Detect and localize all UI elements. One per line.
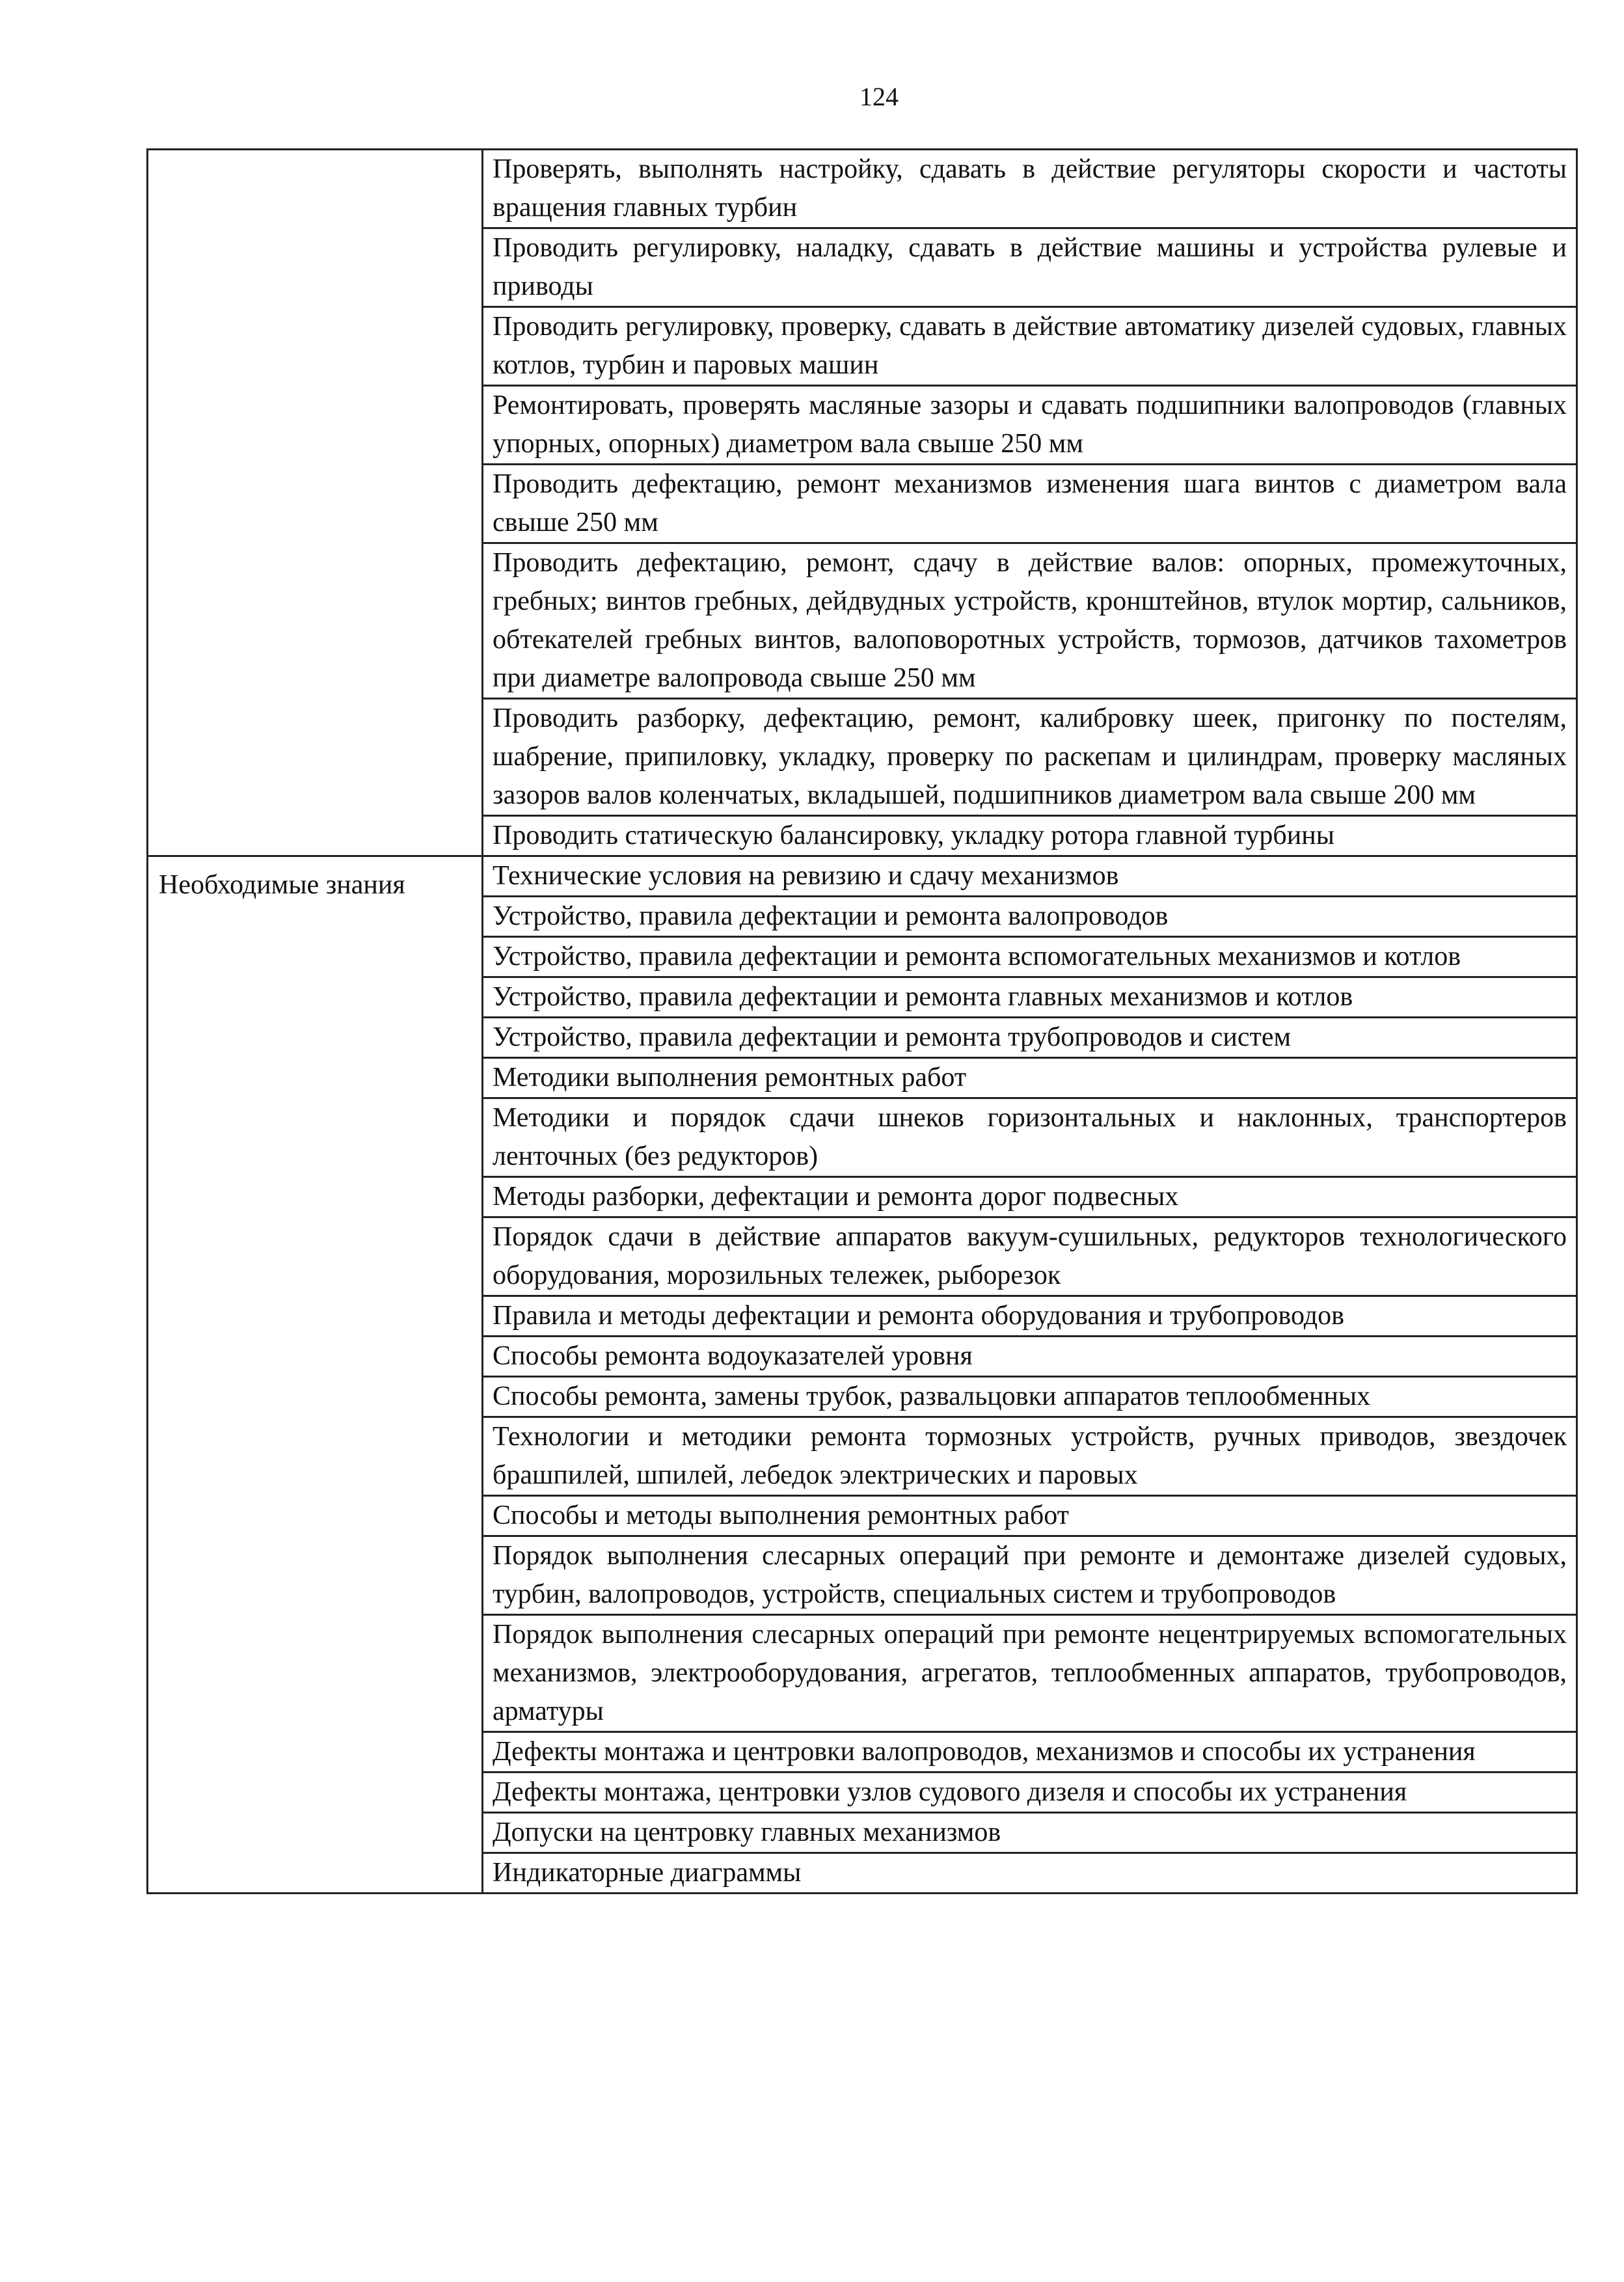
- requirement-item: Методы разборки, дефектации и ремонта дорог подвесных: [483, 1177, 1577, 1217]
- requirement-item: Технические условия на ревизию и сдачу механизмов: [483, 856, 1577, 897]
- requirement-item: Допуски на центровку главных механизмов: [483, 1813, 1577, 1853]
- qualification-table: [146, 148, 1578, 1894]
- requirement-item: Устройство, правила дефектации и ремонта главных механизмов и котлов: [483, 977, 1577, 1018]
- requirement-item: Дефекты монтажа и центровки валопроводов, механизмов и способы их устранения: [483, 1732, 1577, 1773]
- requirement-item: Порядок выполнения слесарных операций при ремонте нецентрируемых вспомогательных механизмов, электрооборудования, агрегатов, теплообменных аппаратов, трубопроводов, арматуры: [483, 1615, 1577, 1732]
- requirement-item: Устройство, правила дефектации и ремонта трубопроводов и систем: [483, 1018, 1577, 1058]
- page-number: 124: [859, 82, 899, 111]
- requirement-item: Устройство, правила дефектации и ремонта вспомогательных механизмов и котлов: [483, 937, 1577, 977]
- requirement-item: Проводить дефектацию, ремонт, сдачу в действие валов: опорных, промежуточных, гребных; винтов гребных, дейдвудных устройств, кронштейнов, втулок мортир, сальников, обтекателей гребных винтов, валоповоротных устройств, тормозов, датчиков тахометров при диаметре валопровода свыше 250 мм: [483, 543, 1577, 699]
- requirement-item: Проводить дефектацию, ремонт механизмов изменения шага винтов с диаметром вала свыше 250 мм: [483, 465, 1577, 543]
- requirement-item: Проводить разборку, дефектацию, ремонт, калибровку шеек, пригонку по постелям, шабрение, припиловку, укладку, проверку по раскепам и цилиндрам, проверку масляных зазоров валов коленчатых, вкладышей, подшипников диаметром вала свыше 200 мм: [483, 699, 1577, 816]
- requirement-item: Способы ремонта водоуказателей уровня: [483, 1337, 1577, 1377]
- section-label: Необходимые знания: [148, 856, 483, 1894]
- requirement-item: Проводить статическую балансировку, укладку ротора главной турбины: [483, 816, 1577, 856]
- requirement-item: Устройство, правила дефектации и ремонта валопроводов: [483, 897, 1577, 937]
- section-label: [148, 150, 483, 856]
- requirement-item: Технологии и методики ремонта тормозных устройств, ручных приводов, звездочек брашпилей, шпилей, лебедок электрических и паровых: [483, 1417, 1577, 1496]
- requirement-item: Дефекты монтажа, центровки узлов судового дизеля и способы их устранения: [483, 1773, 1577, 1813]
- requirement-item: Способы ремонта, замены трубок, развальцовки аппаратов теплообменных: [483, 1377, 1577, 1417]
- requirement-item: Способы и методы выполнения ремонтных работ: [483, 1496, 1577, 1536]
- requirement-item: Проводить регулировку, наладку, сдавать в действие машины и устройства рулевые и приводы: [483, 228, 1577, 307]
- table-body: [148, 150, 1577, 1894]
- requirement-item: Ремонтировать, проверять масляные зазоры и сдавать подшипники валопроводов (главных упорных, опорных) диаметром вала свыше 250 мм: [483, 386, 1577, 465]
- requirement-item: Правила и методы дефектации и ремонта оборудования и трубопроводов: [483, 1296, 1577, 1337]
- requirement-item: Порядок выполнения слесарных операций при ремонте и демонтаже дизелей судовых, турбин, валопроводов, устройств, специальных систем и трубопроводов: [483, 1536, 1577, 1615]
- requirement-item: Методики выполнения ремонтных работ: [483, 1058, 1577, 1098]
- table-row: [148, 150, 1577, 228]
- requirement-item: Методики и порядок сдачи шнеков горизонтальных и наклонных, транспортеров ленточных (без редукторов): [483, 1098, 1577, 1177]
- table-row: [148, 856, 1577, 897]
- requirement-item: Проводить регулировку, проверку, сдавать в действие автоматику дизелей судовых, главных котлов, турбин и паровых машин: [483, 307, 1577, 386]
- requirement-item: Индикаторные диаграммы: [483, 1853, 1577, 1894]
- requirement-item: Порядок сдачи в действие аппаратов вакуум-сушильных, редукторов технологического оборудования, морозильных тележек, рыборезок: [483, 1217, 1577, 1296]
- requirement-item: Проверять, выполнять настройку, сдавать в действие регуляторы скорости и частоты вращения главных турбин: [483, 150, 1577, 228]
